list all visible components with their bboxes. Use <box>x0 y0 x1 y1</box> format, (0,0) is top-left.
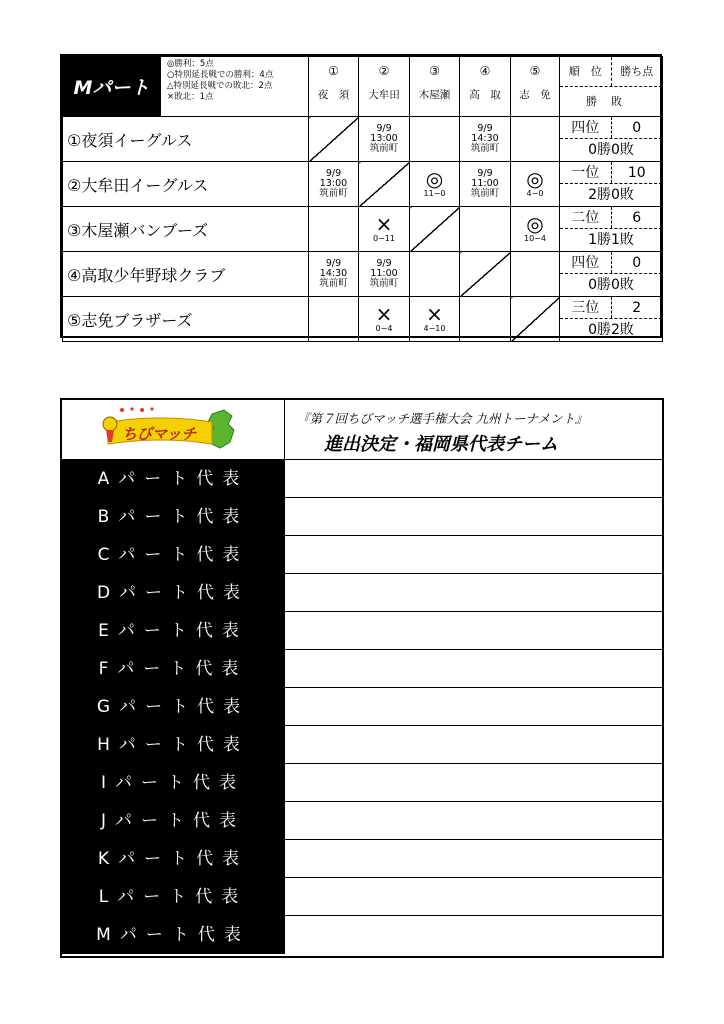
representative-team-field <box>284 498 662 535</box>
representative-team-field <box>284 840 662 877</box>
team-name: ①夜須イーグルス <box>63 117 309 162</box>
part-representative-label: Gパート代表 <box>62 688 284 725</box>
empty-cell <box>460 297 511 342</box>
part-representative-label: Bパート代表 <box>62 498 284 535</box>
self-match-cell <box>511 297 560 342</box>
match-schedule-cell <box>460 117 511 162</box>
team-rank: 二位 <box>560 207 612 228</box>
result-symbol: × <box>375 212 393 236</box>
standing-cell <box>560 252 663 297</box>
team-record: 0勝2敗 <box>588 322 634 338</box>
team-row <box>63 297 663 342</box>
representative-row <box>62 840 662 878</box>
opponent-number: ④ <box>479 64 491 78</box>
representative-team-field <box>284 536 662 573</box>
match-time: 14:30 <box>319 268 348 279</box>
opponent-name: 高 取 <box>469 89 501 101</box>
standing-cell <box>560 117 663 162</box>
representative-row <box>62 916 662 954</box>
match-time: 14:30 <box>471 133 499 144</box>
match-result-cell <box>359 297 410 342</box>
points-header: 勝ち点 <box>620 65 654 78</box>
match-result-cell <box>511 207 560 252</box>
rank-header: 順 位 <box>560 57 612 86</box>
league-table <box>60 54 662 338</box>
legend-line: ◎勝利：5点 <box>167 59 214 69</box>
empty-cell <box>511 252 560 297</box>
legend-line: △特別延長戦での敗北：2点 <box>167 81 273 91</box>
representative-row <box>62 650 662 688</box>
part-representative-label: Cパート代表 <box>62 536 284 573</box>
match-time: 11:00 <box>471 178 499 189</box>
match-score: 11−0 <box>423 189 446 198</box>
match-schedule-cell <box>309 252 359 297</box>
empty-cell <box>309 297 359 342</box>
representative-row <box>62 536 662 574</box>
team-name: ②大牟田イーグルス <box>63 162 309 207</box>
board-header <box>62 400 662 460</box>
team-rank: 四位 <box>560 252 612 273</box>
standing-cell <box>560 207 663 252</box>
team-rank: 三位 <box>560 297 612 318</box>
representative-team-field <box>284 878 662 915</box>
record-header: 勝敗 <box>586 95 636 108</box>
match-venue: 筑前町 <box>470 143 500 154</box>
team-row <box>63 117 663 162</box>
team-points: 0 <box>632 120 642 136</box>
part-representative-label: Lパート代表 <box>62 878 284 915</box>
opponent-header <box>460 57 511 117</box>
part-representative-label: Kパート代表 <box>62 840 284 877</box>
match-venue: 筑前町 <box>369 278 399 289</box>
representative-row <box>62 498 662 536</box>
representatives-board <box>60 398 664 958</box>
standing-header <box>560 57 663 117</box>
chibimatch-logo <box>62 400 285 459</box>
team-name: ⑤志免ブラザーズ <box>63 297 309 342</box>
opponent-name: 夜 須 <box>317 89 350 101</box>
team-record: 1勝1敗 <box>588 232 634 248</box>
empty-cell <box>410 117 460 162</box>
empty-cell <box>410 252 460 297</box>
team-record: 0勝0敗 <box>588 142 634 158</box>
opponent-name: 志 免 <box>519 89 551 101</box>
team-row <box>63 207 663 252</box>
result-symbol: ◎ <box>526 212 544 236</box>
part-representative-label: Hパート代表 <box>62 726 284 763</box>
match-venue: 筑前町 <box>369 143 399 154</box>
match-score: 0−4 <box>375 324 393 333</box>
opponent-number: ③ <box>429 64 440 78</box>
svg-text:ちびマッチ: ちびマッチ <box>122 425 197 443</box>
tournament-subtitle: 『第７回ちびマッチ選手権大会 九州トーナメント』 <box>297 411 588 426</box>
match-date: 9/9 <box>376 123 392 134</box>
representative-team-field <box>284 460 662 497</box>
empty-cell <box>511 117 560 162</box>
part-representative-label: Aパート代表 <box>62 460 284 497</box>
match-time: 11:00 <box>370 268 398 279</box>
legend-line: ×敗北：1点 <box>167 92 214 102</box>
match-date: 9/9 <box>477 168 493 179</box>
team-name: ③木屋瀬バンブーズ <box>63 207 309 252</box>
match-schedule-cell <box>309 162 359 207</box>
self-match-cell <box>359 162 410 207</box>
result-symbol: ◎ <box>425 167 444 191</box>
match-date: 9/9 <box>325 258 342 269</box>
representative-team-field <box>284 574 662 611</box>
match-score: 0−11 <box>373 234 395 243</box>
representative-team-field <box>284 612 662 649</box>
match-venue: 筑前町 <box>319 278 348 289</box>
representative-row <box>62 460 662 498</box>
legend-line: ○特別延長戦での勝利：4点 <box>167 70 274 80</box>
opponent-number: ② <box>378 64 390 78</box>
opponent-header <box>511 57 560 117</box>
match-result-cell <box>511 162 560 207</box>
match-time: 13:00 <box>370 133 398 144</box>
representative-team-field <box>284 764 662 801</box>
part-representative-label: Dパート代表 <box>62 574 284 611</box>
team-points: 2 <box>632 300 642 316</box>
match-schedule-cell <box>460 162 511 207</box>
representative-team-field <box>284 650 662 687</box>
representative-row <box>62 726 662 764</box>
match-date: 9/9 <box>376 258 392 269</box>
match-schedule-cell <box>359 252 410 297</box>
opponent-number: ① <box>328 64 339 78</box>
empty-cell <box>460 207 511 252</box>
opponent-name: 木屋瀬 <box>418 89 451 101</box>
match-venue: 筑前町 <box>319 188 348 199</box>
match-result-cell <box>359 207 410 252</box>
opponent-header <box>410 57 460 117</box>
result-symbol: ◎ <box>526 167 544 191</box>
match-venue: 筑前町 <box>470 188 500 199</box>
representative-row <box>62 612 662 650</box>
team-record: 2勝0敗 <box>588 187 634 203</box>
self-match-cell <box>460 252 511 297</box>
points-legend <box>161 57 309 117</box>
part-representative-label: Eパート代表 <box>62 612 284 649</box>
team-row <box>63 162 663 207</box>
representative-row <box>62 764 662 802</box>
part-representative-label: Fパート代表 <box>62 650 284 687</box>
opponent-header <box>359 57 410 117</box>
standing-cell <box>560 297 663 342</box>
team-points: 6 <box>632 210 642 226</box>
match-date: 9/9 <box>477 123 493 134</box>
match-date: 9/9 <box>325 168 342 179</box>
team-name: ④高取少年野球クラブ <box>63 252 309 297</box>
part-representative-label: Mパート代表 <box>62 916 284 954</box>
self-match-cell <box>410 207 460 252</box>
match-schedule-cell <box>359 117 410 162</box>
representative-team-field <box>284 916 662 954</box>
empty-cell <box>309 207 359 252</box>
self-match-cell <box>309 117 359 162</box>
team-rank: 四位 <box>560 117 612 138</box>
standing-cell <box>560 162 663 207</box>
part-representative-label: Iパート代表 <box>62 764 284 801</box>
representative-list <box>62 460 662 956</box>
part-representative-label: Jパート代表 <box>62 802 284 839</box>
representative-row <box>62 878 662 916</box>
match-score: 4−10 <box>423 324 446 333</box>
board-title: 進出決定・福岡県代表チーム <box>324 434 558 455</box>
team-row <box>63 252 663 297</box>
team-points: 0 <box>632 255 642 271</box>
result-symbol: × <box>426 302 443 326</box>
team-record: 0勝0敗 <box>588 277 634 293</box>
representative-team-field <box>284 688 662 725</box>
match-result-cell <box>410 162 460 207</box>
representative-row <box>62 574 662 612</box>
representative-team-field <box>284 726 662 763</box>
opponent-header <box>309 57 359 117</box>
opponent-name: 大牟田 <box>368 89 400 101</box>
match-score: 4−0 <box>526 189 544 198</box>
match-time: 13:00 <box>319 178 348 189</box>
match-score: 10−4 <box>524 234 546 243</box>
match-result-cell <box>410 297 460 342</box>
representative-row <box>62 688 662 726</box>
representative-row <box>62 802 662 840</box>
part-name: Mパート <box>63 57 161 117</box>
team-rank: 一位 <box>560 162 612 183</box>
team-points: 10 <box>627 165 646 181</box>
representative-team-field <box>284 802 662 839</box>
result-symbol: × <box>375 302 393 326</box>
opponent-number: ⑤ <box>529 64 541 78</box>
